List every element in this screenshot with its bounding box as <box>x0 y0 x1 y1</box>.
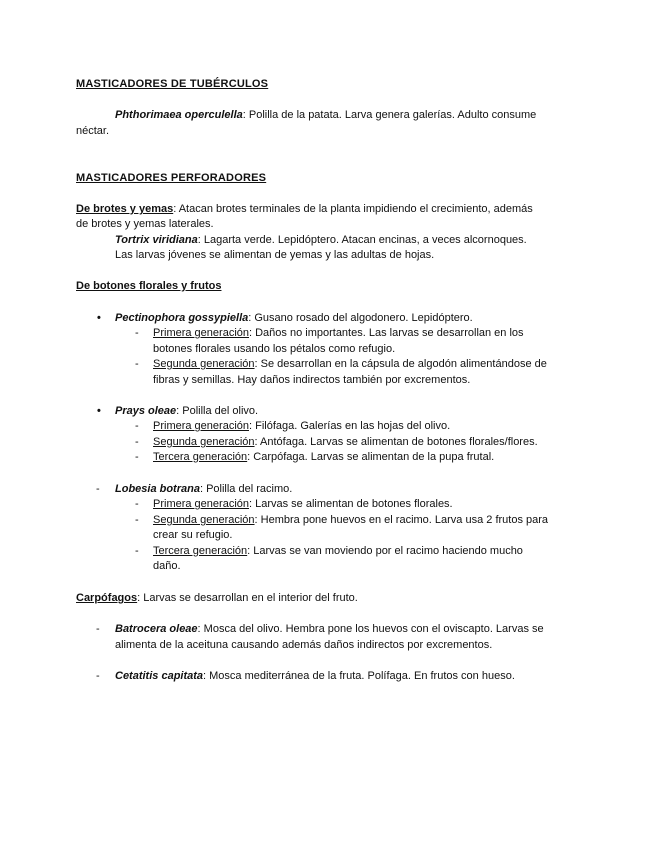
subsection-label: De brotes y yemas <box>76 203 174 215</box>
bullet-marker: • <box>97 312 101 324</box>
generation-label: Segunda generación <box>153 514 255 526</box>
paragraph-text: : Larvas se desarrollan en el interior del fruto. <box>137 592 358 604</box>
species-name: Prays oleae <box>115 405 177 417</box>
paragraph-carpofagos <box>76 591 358 607</box>
generation-label: Primera generación <box>153 420 249 432</box>
item-text: : Mosca mediterránea de la fruta. Polífaga. En frutos con hueso. <box>203 670 515 682</box>
item-text: : Polilla del olivo. <box>176 405 259 417</box>
list-item-lobesia <box>115 482 292 498</box>
species-name: Pectinophora gossypiella <box>115 312 249 324</box>
generation-text: : Filófaga. Galerías en las hojas del olivo. <box>249 420 451 432</box>
species-name: Cetatitis capitata <box>115 670 204 682</box>
dash-marker: - <box>135 327 139 339</box>
generation-text: : Larvas se alimentan de botones florales. <box>249 498 453 510</box>
list-item-batrocera <box>115 622 544 638</box>
generation-label: Segunda generación <box>153 358 255 370</box>
species-name: Lobesia botrana <box>115 483 200 495</box>
subsection-label: Carpófagos <box>76 592 138 604</box>
generation-item <box>153 326 524 342</box>
dash-marker: - <box>135 358 139 370</box>
generation-item <box>153 450 494 466</box>
generation-continuation: crear su refugio. <box>153 529 233 541</box>
generation-item <box>153 497 453 513</box>
generation-item <box>153 513 548 529</box>
paragraph-tortrix <box>115 233 527 249</box>
dash-marker: - <box>135 436 139 448</box>
paragraph-phthorimaea <box>115 108 536 124</box>
dash-marker: - <box>135 451 139 463</box>
dash-marker: - <box>135 545 139 557</box>
paragraph-continuation: néctar. <box>76 125 110 137</box>
generation-text: : Se desarrollan en la cápsula de algodón alimentándose de <box>254 358 547 370</box>
list-item-ceratitis <box>115 669 515 685</box>
dash-marker: - <box>135 498 139 510</box>
generation-label: Primera generación <box>153 327 249 339</box>
generation-text: : Carpófaga. Larvas se alimentan de la pupa frutal. <box>247 451 495 463</box>
paragraph-text: : Lagarta verde. Lepidóptero. Atacan encinas, a veces alcornoques. <box>197 234 527 246</box>
paragraph-brotes <box>76 202 533 218</box>
paragraph-continuation: de brotes y yemas laterales. <box>76 218 214 230</box>
generation-text: : Larvas se van moviendo por el racimo haciendo mucho <box>247 545 523 557</box>
item-text: : Mosca del olivo. Hembra pone los huevos con el oviscapto. Larvas se <box>197 623 544 635</box>
generation-item <box>153 435 538 451</box>
paragraph-text: : Polilla de la patata. Larva genera galerías. Adulto consume <box>242 109 537 121</box>
generation-continuation: fibras y semillas. Hay daños indirectos también por excrementos. <box>153 374 471 386</box>
generation-item <box>153 544 523 560</box>
species-name: Phthorimaea operculella <box>115 109 243 121</box>
dash-marker: - <box>96 670 100 682</box>
item-text: : Polilla del racimo. <box>199 483 293 495</box>
section-title-perforadores: MASTICADORES PERFORADORES <box>76 172 267 184</box>
generation-label: Segunda generación <box>153 436 255 448</box>
species-name: Batrocera oleae <box>115 623 198 635</box>
item-text: : Gusano rosado del algodonero. Lepidóptero. <box>248 312 473 324</box>
section-title-tuberculos: MASTICADORES DE TUBÉRCULOS <box>76 78 269 90</box>
dash-marker: - <box>96 483 100 495</box>
generation-continuation: daño. <box>153 560 181 572</box>
subsection-label-botones: De botones florales y frutos <box>76 280 222 292</box>
generation-label: Tercera generación <box>153 451 248 463</box>
list-item-prays <box>115 404 258 420</box>
paragraph-continuation: Las larvas jóvenes se alimentan de yemas y las adultas de hojas. <box>115 249 435 261</box>
generation-label: Tercera generación <box>153 545 248 557</box>
generation-item <box>153 357 547 373</box>
bullet-marker: • <box>97 405 101 417</box>
dash-marker: - <box>135 420 139 432</box>
generation-continuation: botones florales usando los pétalos como refugio. <box>153 343 396 355</box>
item-continuation: alimenta de la aceituna causando además daños indirectos por excrementos. <box>115 639 493 651</box>
generation-text: : Hembra pone huevos en el racimo. Larva usa 2 frutos para <box>254 514 549 526</box>
dash-marker: - <box>96 623 100 635</box>
generation-label: Primera generación <box>153 498 249 510</box>
generation-text: : Daños no importantes. Las larvas se desarrollan en los <box>249 327 524 339</box>
generation-text: : Antófaga. Larvas se alimentan de botones florales/flores. <box>254 436 538 448</box>
list-item-pectinophora <box>115 311 473 327</box>
paragraph-text: : Atacan brotes terminales de la planta impidiendo el crecimiento, además <box>173 203 533 215</box>
species-name: Tortrix viridiana <box>115 234 198 246</box>
generation-item <box>153 419 450 435</box>
dash-marker: - <box>135 514 139 526</box>
